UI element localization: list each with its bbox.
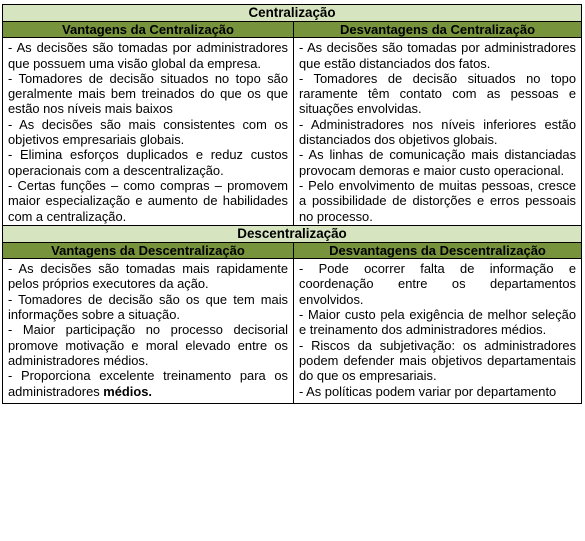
- list-item: - As linhas de comunicação mais distanciadas provocam demoras e maior custo operacional.: [299, 147, 577, 178]
- desvantagens-descentralizacao-cell: [294, 259, 582, 404]
- vantagens-centralizacao-header: Vantagens da Centralização: [3, 22, 294, 38]
- list-item: - As decisões são tomadas por administradores que possuem uma visão global da empresa.: [8, 40, 288, 71]
- vantagens-descentralizacao-header: Vantagens da Descentralização: [3, 242, 294, 258]
- desvantagens-centralizacao-header: Desvantagens da Centralização: [294, 22, 582, 38]
- vantagens-centralizacao-cell: [3, 38, 294, 226]
- list-item: - As decisões são tomadas mais rapidamente pelos próprios executores da ação.: [8, 261, 288, 292]
- centralization-comparison-table: [2, 4, 582, 404]
- list-item-bold-text: médios.: [103, 383, 153, 399]
- descentralizacao-header-row: [3, 242, 582, 258]
- list-item: - Tomadores de decisão situados no topo raramente têm contato com as pessoas e situações envolvidas.: [299, 70, 577, 117]
- list-item: - Pelo envolvimento de muitas pessoas, cresce a possibilidade de distorções e erros pessoais no processo.: [299, 177, 577, 224]
- centralizacao-title: Centralização: [3, 5, 582, 22]
- centralizacao-content-row: [3, 38, 582, 226]
- list-item: [8, 368, 288, 399]
- descentralizacao-title-row: [3, 225, 582, 242]
- list-item: - Certas funções – como compras – promovem maior especialização e aumento de habilidades com a centralização.: [8, 177, 288, 224]
- list-item: - Maior participação no processo decisorial promove motivação e moral elevado entre os administradores médios.: [8, 322, 288, 368]
- list-item: - Administradores nos níveis inferiores estão distanciados dos objetivos globais.: [299, 116, 577, 148]
- desvantagens-descentralizacao-header: Desvantagens da Descentralização: [294, 242, 582, 258]
- list-item: - Maior custo pela exigência de melhor seleção e treinamento dos administradores médios.: [299, 307, 577, 338]
- vantagens-descentralizacao-cell: [3, 259, 294, 404]
- list-item: - Pode ocorrer falta de informação e coordenação entre os departamentos envolvidos.: [299, 261, 577, 307]
- list-item-text: - Proporciona excelente treinamento para os administradores: [8, 368, 288, 399]
- comparison-table-container: [2, 4, 581, 404]
- desvantagens-centralizacao-cell: [294, 38, 582, 226]
- list-item: - Tomadores de decisão são os que tem mais informações sobre a situação.: [8, 291, 288, 323]
- list-item: - Riscos da subjetivação: os administradores podem defender mais objetivos departamentais do que os empresariais.: [299, 337, 577, 384]
- descentralizacao-content-row: [3, 259, 582, 404]
- list-item: - As decisões são mais consistentes com os objetivos empresariais globais.: [8, 116, 288, 148]
- list-item: - Tomadores de decisão situados no topo são geralmente mais bem treinados do que os que estão nos níveis mais baixos: [8, 70, 288, 117]
- list-item: - As decisões são tomadas por administradores que estão distanciados dos fatos.: [299, 40, 577, 71]
- centralizacao-title-row: [3, 5, 582, 22]
- descentralizacao-title: Descentralização: [3, 225, 582, 242]
- list-item: - Elimina esforços duplicados e reduz custos operacionais com a descentralização.: [8, 147, 288, 178]
- centralizacao-header-row: [3, 22, 582, 38]
- list-item: - As políticas podem variar por departamento: [299, 383, 557, 399]
